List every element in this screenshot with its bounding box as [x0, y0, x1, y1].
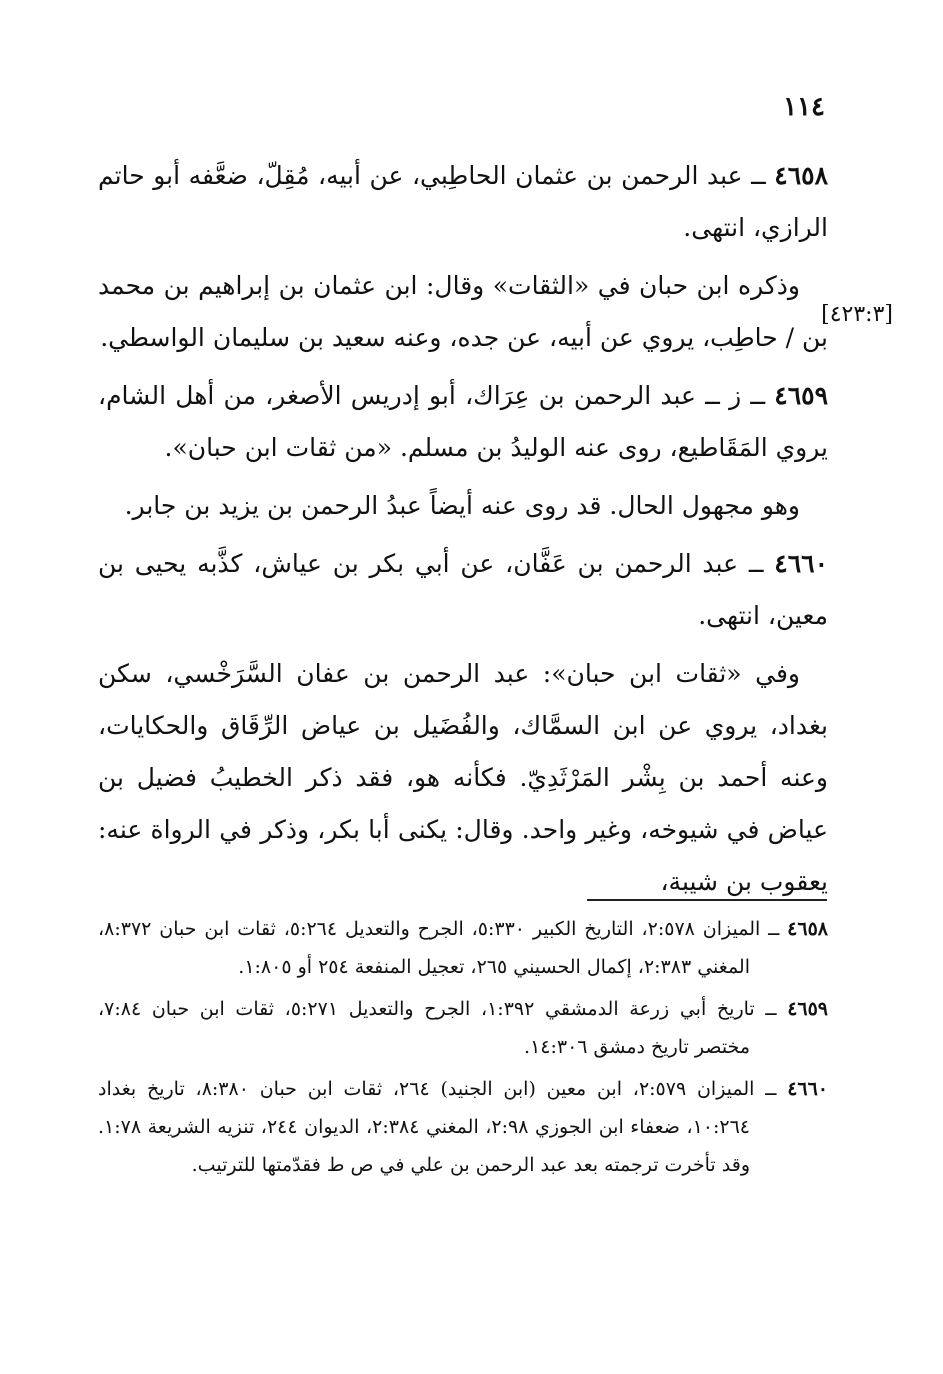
- page-number: ١١٤: [783, 92, 825, 122]
- commentary-paragraph: [98, 260, 828, 364]
- entry-paragraph: [98, 538, 828, 642]
- footnote-number: ٤٦٦٠: [787, 1078, 829, 1100]
- main-text: [98, 150, 828, 914]
- footnote-text: ــ الميزان ٢:٥٧٩، ابن معين (ابن الجنيد) ٢٦٤، ثقات ابن حبان ٨:٣٨٠، تاريخ بغداد ١٠:٢٦٤، ضعفاء ابن الجوزي ٢:٩٨، المغني ٢:٣٨٤، الديوان ٢٤٤، تنزيه الشريعة ١:٧٨. وقد تأخرت ترجمته بعد عبد الرحمن بن علي في ص ط فقدّمتها للترتيب.: [98, 1078, 777, 1176]
- footnote: [98, 1070, 828, 1184]
- footnote-text: ــ تاريخ أبي زرعة الدمشقي ١:٣٩٢، الجرح والتعديل ٥:٢٧١، ثقات ابن حبان ٧:٨٤، مختصر تاريخ دمشق ١٤:٣٠٦.: [98, 998, 777, 1058]
- entry-text: ــ عبد الرحمن بن عثمان الحاطِبي، عن أبيه، مُقِلّ، ضعَّفه أبو حاتم الرازي، انتهى.: [98, 161, 828, 242]
- entry-text: ــ ز ــ عبد الرحمن بن عِرَاك، أبو إدريس الأصغر، من أهل الشام، يروي المَقَاطيع، روى عنه الوليدُ بن مسلم. «من ثقات ابن حبان».: [98, 381, 828, 462]
- entry-paragraph: [98, 150, 828, 254]
- footnote-number: ٤٦٥٨: [787, 918, 828, 940]
- entry-number: ٤٦٥٨: [774, 161, 829, 190]
- entry-text: وذكره ابن حبان في «الثقات» وقال: ابن عثمان بن إبراهيم بن محمد بن / حاطِب، يروي عن أبيه، عن جده، وعنه سعيد بن سليمان الواسطي.: [98, 271, 828, 352]
- commentary-paragraph: [98, 648, 828, 908]
- entry-number: ٤٦٦٠: [774, 549, 828, 578]
- entry-number: ٤٦٥٩: [774, 381, 828, 410]
- entry-text: وفي «ثقات ابن حبان»: عبد الرحمن بن عفان السَّرَخْسي، سكن بغداد، يروي عن ابن السمَّاك، والفُضَيل بن عياض الرِّقَاق والحكايات، وعنه أحمد بن بِشْر المَرْثَدِيّ. فكأنه هو، فقد ذكر الخطيبُ فضيل بن عياض في شيوخه، وغير واحد. وقال: يكنى أبا بكر، وذكر في الرواة عنه: يعقوب بن شيبة،: [98, 659, 828, 896]
- footnote-divider: [587, 899, 827, 901]
- entry-paragraph: [98, 370, 828, 474]
- entry-text: وهو مجهول الحال. قد روى عنه أيضاً عبدُ الرحمن بن يزيد بن جابر.: [124, 491, 800, 520]
- footnotes: [98, 910, 828, 1188]
- footnote: [98, 910, 828, 986]
- footnote: [98, 990, 828, 1066]
- margin-reference: [٤٢٣:٣]: [821, 302, 893, 327]
- entry-text: ــ عبد الرحمن بن عَفَّان، عن أبي بكر بن عياش، كذَّبه يحيى بن معين، انتهى.: [98, 549, 828, 630]
- commentary-paragraph: [98, 480, 828, 532]
- footnote-text: ــ الميزان ٢:٥٧٨، التاريخ الكبير ٥:٣٣٠، الجرح والتعديل ٥:٢٦٤، ثقات ابن حبان ٨:٣٧٢، المغني ٢:٣٨٣، إكمال الحسيني ٢٦٥، تعجيل المنفعة ٢٥٤ أو ١:٨٠٥.: [98, 918, 780, 978]
- footnote-number: ٤٦٥٩: [787, 998, 829, 1020]
